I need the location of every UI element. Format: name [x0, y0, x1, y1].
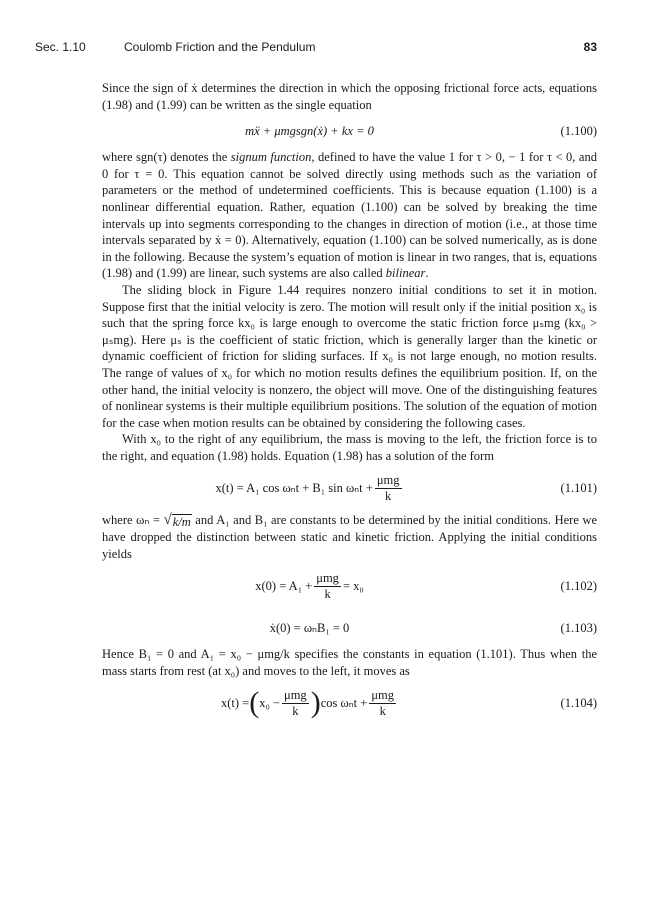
equation-inner: x₀ −	[259, 696, 280, 711]
term-signum: signum function	[230, 150, 312, 165]
fraction-numerator: μmg	[316, 570, 339, 585]
paragraph-3: The sliding block in Figure 1.44 requires nonzero initial conditions to set it in motion. Suppose first that the initial velocity is zero. The motion will result only if the initial position x₀ is such that the spring force kx₀ is large enough to overcome the static friction force μₛmg (kx₀ > μₛmg). Here μₛ is the coefficient of static friction, which is generally larger than the kinetic or dynamic coefficient of friction for sliding surfaces. If x₀ is not large enough, no motion results. The range of values of x₀ for which no motion results defines the equilibrium position. If, on the other hand, the initial velocity is nonzero, the object will move. One of the distinguishing features of nonlinear systems is their multiple equilibrium positions. The solution of the equation of motion for the case when motion results can be obtained by considering the following cases.	[102, 282, 597, 430]
equation-1-101	[102, 464, 597, 512]
fraction-numerator: μmg	[284, 687, 307, 702]
equation-number: (1.103)	[560, 620, 597, 635]
page-body	[102, 80, 597, 727]
square-root	[163, 512, 191, 529]
equation-1-100	[102, 113, 597, 149]
equation-number: (1.102)	[560, 578, 597, 593]
fraction-numerator: μmg	[376, 472, 400, 487]
radical-sign: √	[163, 512, 172, 529]
fraction-denominator: k	[324, 586, 331, 601]
equation-number: (1.101)	[560, 481, 597, 496]
fraction-denominator: k	[292, 703, 299, 718]
fraction-denominator: k	[385, 488, 392, 503]
equation-number: (1.100)	[560, 123, 597, 138]
paragraph-1: Since the sign of ẋ determines the direction in which the opposing frictional force acts, equations (1.98) and (1.99) can be written as the single equation	[102, 81, 597, 112]
equation-lhs: x(0) = A₁ +	[255, 578, 313, 593]
equation-lhs: x(t) =	[220, 696, 250, 711]
section-number: Sec. 1.10	[35, 40, 86, 54]
equation-mid: cos ωₙt +	[320, 696, 368, 711]
right-paren: )	[310, 686, 321, 720]
equation-1-103	[102, 610, 597, 646]
page-number: 83	[583, 40, 597, 54]
equation-lhs: x(t) = A₁ cos ωₙt + B₁ sin ωₙt +	[215, 481, 373, 496]
running-header	[35, 40, 597, 58]
fraction	[375, 473, 402, 504]
term-bilinear: bilinear	[385, 266, 426, 281]
equation-rhs: = x₀	[342, 578, 364, 593]
fraction	[369, 688, 396, 719]
equation-expression: mẍ + μmgsgn(ẋ) + kx = 0	[245, 123, 374, 138]
equation-1-102	[102, 562, 597, 610]
fraction-numerator: μmg	[371, 687, 395, 702]
left-paren: (	[249, 686, 260, 720]
fraction-denominator: k	[379, 703, 386, 718]
paragraph-2: where sgn(τ) denotes the signum function, defined to have the value 1 for τ > 0, − 1 for τ < 0, and 0 for τ = 0. This equation cannot be solved directly using methods such as the variation of parameters or the method of undetermined coefficients. This is because equation (1.100) is a nonlinear differential equation. Rather, equation (1.100) can be solved by breaking the time intervals up into segments corresponding to the changes in direction of motion (i.e., at those time intervals separated by ẋ = 0). Alternatively, equation (1.100) can be solved numerically, as is done in the following. Because the system’s equation of motion is linear in two ranges, that is, equations (1.98) and (1.99) are linear, such systems are also called bilinear.	[102, 150, 597, 281]
paragraph-4: With x₀ to the right of any equilibrium, the mass is moving to the left, the friction force is to the right, and equation (1.98) holds. Equation (1.98) has a solution of the form	[102, 432, 597, 463]
fraction	[282, 688, 309, 719]
paragraph-6: Hence B₁ = 0 and A₁ = x₀ − μmg/k specifies the constants in equation (1.101). Thus when the mass starts from rest (at x₀) and moves to the left, it moves as	[102, 647, 597, 678]
equation-1-104	[102, 679, 597, 727]
radicand: k/m	[172, 515, 191, 530]
paragraph-5: where ωₙ = √ k/m and A₁ and B₁ are constants to be determined by the initial conditions. Here we have dropped the distinction between static and kinetic friction. Applying the initial conditions yields	[102, 512, 598, 561]
equation-expression: ẋ(0) = ωₙB₁ = 0	[269, 620, 350, 635]
equation-number: (1.104)	[560, 696, 597, 711]
section-title: Coulomb Friction and the Pendulum	[124, 40, 316, 54]
fraction	[314, 571, 341, 602]
